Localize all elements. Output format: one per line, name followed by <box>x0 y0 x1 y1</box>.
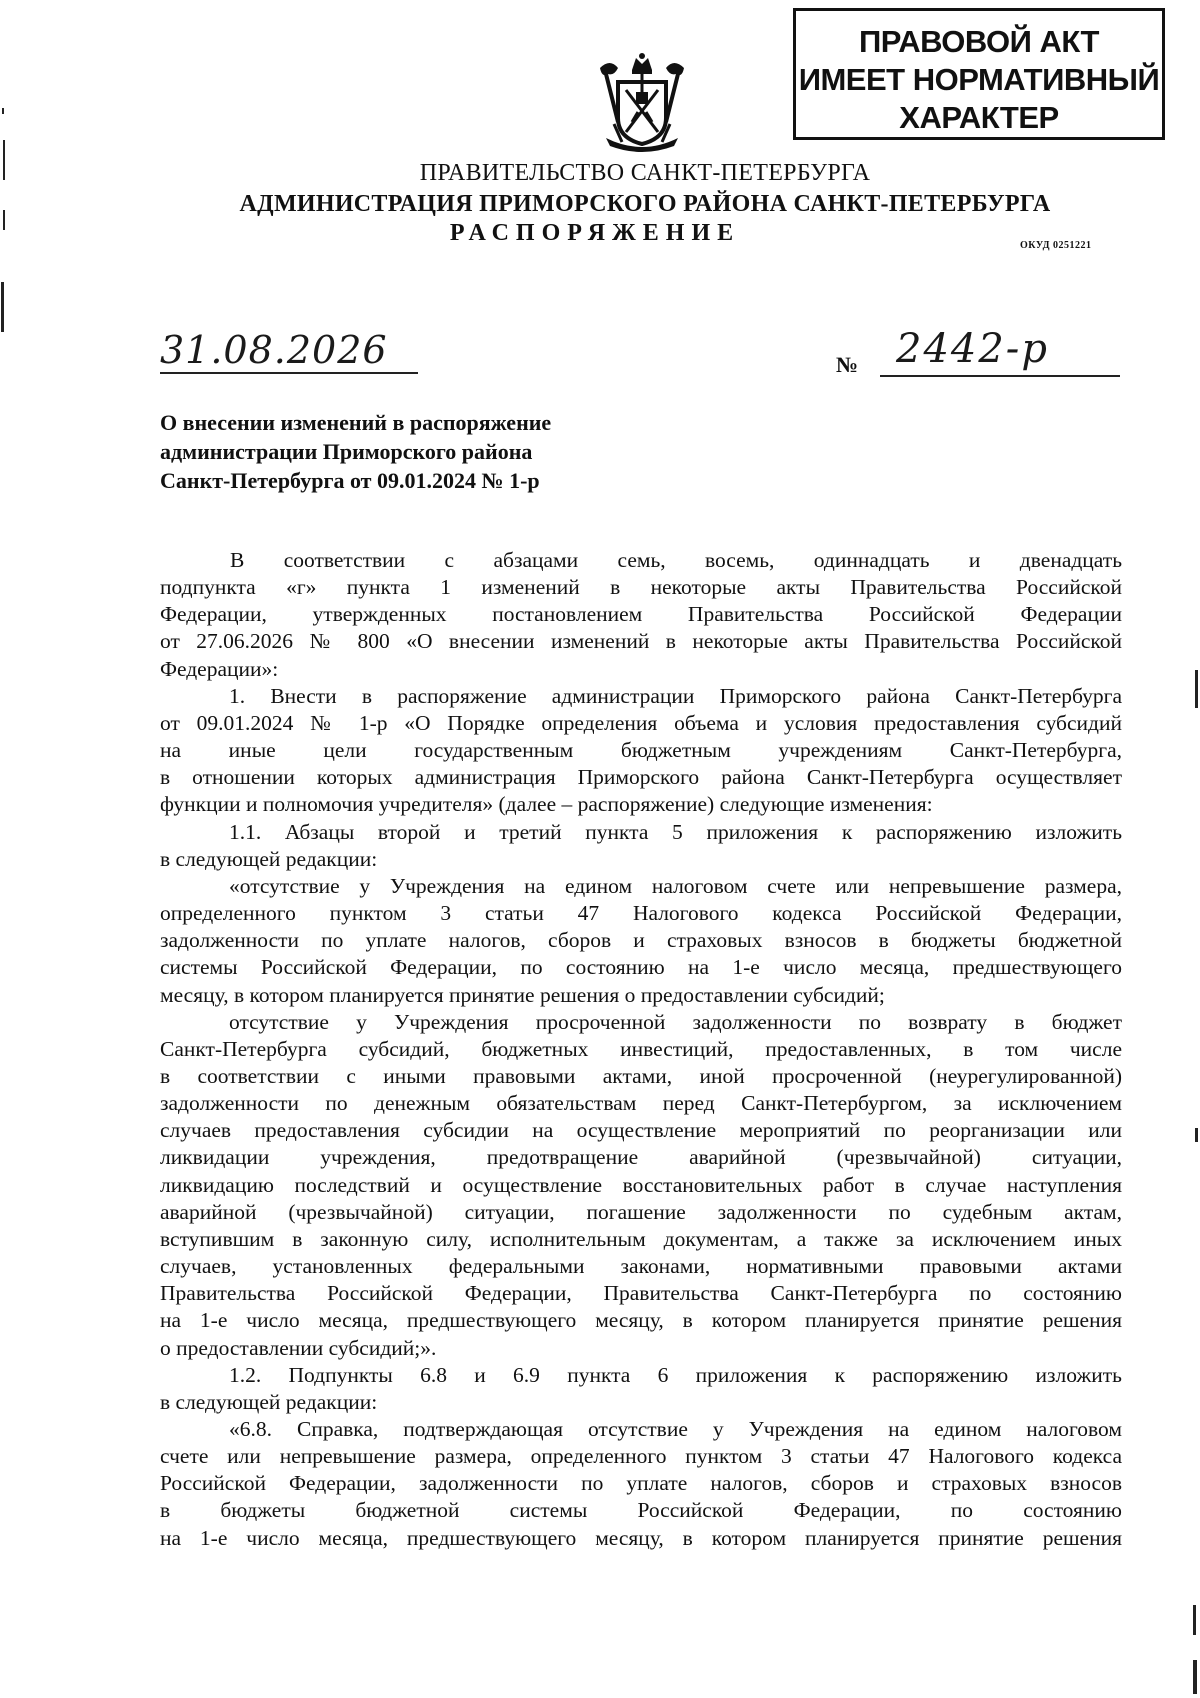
body-line: Санкт-Петербурга субсидий, бюджетных инвестиций, предоставленных, в том числе <box>160 1036 1122 1061</box>
government-title: ПРАВИТЕЛЬСТВО САНКТ-ПЕТЕРБУРГА <box>419 160 871 186</box>
subject-line: Санкт-Петербурга от 09.01.2024 № 1-р <box>160 468 540 493</box>
document-body <box>160 547 1122 1552</box>
number-underline <box>880 375 1120 377</box>
body-line: в бюджеты бюджетной системы Российской Федерации, по состоянию <box>160 1498 1122 1523</box>
body-line: Федерации»: <box>160 656 279 681</box>
body-line: Федерации, утвержденных постановлением Правительства Российской Федерации <box>160 602 1122 627</box>
administration-title: АДМИНИСТРАЦИЯ ПРИМОРСКОГО РАЙОНА САНКТ-ПЕТЕРБУРГА <box>239 191 1051 217</box>
body-line: на 1-е число месяца, предшествующего месяцу, в котором планируется принятие решения <box>160 1308 1122 1333</box>
stamp-line: ХАРАКТЕР <box>899 100 1059 135</box>
body-line: системы Российской Федерации, по состоянию на 1-е число месяца, предшествующего <box>160 955 1122 980</box>
scan-mark <box>2 108 4 114</box>
body-line: функции и полномочия учредителя» (далее – распоряжение) следующие изменения: <box>160 792 933 817</box>
scan-mark <box>1195 1128 1198 1142</box>
body-line: задолженности по денежным обязательствам перед Санкт-Петербургом, за исключением <box>160 1091 1122 1116</box>
date-underline <box>160 372 418 374</box>
stamp-line: ПРАВОВОЙ АКТ <box>859 24 1099 59</box>
body-line: ликвидацию последствий и осуществление восстановительных работ в случае наступления <box>160 1172 1122 1197</box>
body-line: 1.1. Абзацы второй и третий пункта 5 приложения к распоряжению изложить <box>229 819 1122 844</box>
scan-mark <box>1193 1660 1197 1694</box>
body-line: в следующей редакции: <box>160 1389 378 1414</box>
body-line: определенного пунктом 3 статьи 47 Налогового кодекса Российской Федерации, <box>160 901 1122 926</box>
body-line: подпункта «г» пункта 1 изменений в некоторые акты Правительства Российской <box>160 575 1122 600</box>
body-line: месяцу, в котором планируется принятие решения о предоставлении субсидий; <box>160 982 885 1007</box>
body-line: аварийной (чрезвычайной) ситуации, погашение задолженности по судебным актам, <box>160 1199 1122 1224</box>
body-line: случаев, установленных федеральными законами, нормативными правовыми актами <box>160 1254 1122 1279</box>
document-number: 2442-р <box>896 326 1049 372</box>
body-line: от 09.01.2024 № 1-р «О Порядке определения объема и условия предоставления субсидий <box>160 710 1122 735</box>
document-subject <box>160 408 640 495</box>
body-line: Российской Федерации, задолженности по уплате налогов, сборов и страховых взносов <box>160 1471 1122 1496</box>
body-line: В соответствии с абзацами семь, восемь, одиннадцать и двенадцать <box>230 548 1122 572</box>
scan-mark <box>3 210 5 230</box>
stamp-line: ИМЕЕТ НОРМАТИВНЫЙ <box>798 62 1160 97</box>
document-type-title: РАСПОРЯЖЕНИЕ <box>449 220 741 246</box>
normative-act-stamp <box>793 8 1165 140</box>
body-line: Правительства Российской Федерации, Правительства Санкт-Петербурга по состоянию <box>160 1281 1122 1306</box>
body-line: на иные цели государственным бюджетным учреждениям Санкт-Петербурга, <box>160 738 1122 763</box>
body-line: в соответствии с иными правовыми актами, иной просроченной (неурегулированной) <box>160 1063 1122 1088</box>
body-line: вступившим в законную силу, исполнительным документам, а также за исключением иных <box>160 1226 1122 1251</box>
scan-mark <box>1195 670 1198 708</box>
body-line: ликвидации учреждения, предотвращение аварийной (чрезвычайной) ситуации, <box>160 1145 1122 1170</box>
body-line: счете или непревышение размера, определенного пунктом 3 статьи 47 Налогового кодекса <box>160 1444 1122 1469</box>
body-line: 1. Внести в распоряжение администрации Приморского района Санкт-Петербурга <box>229 683 1122 708</box>
body-line: на 1-е число месяца, предшествующего месяцу, в котором планируется принятие решения <box>160 1525 1122 1550</box>
body-line: «6.8. Справка, подтверждающая отсутствие у Учреждения на едином налоговом <box>229 1417 1122 1441</box>
body-line: в следующей редакции: <box>160 846 378 871</box>
scan-mark <box>1 282 4 332</box>
scan-mark <box>3 140 5 180</box>
okud-code: ОКУД 0251221 <box>1020 240 1092 251</box>
subject-line: О внесении изменений в распоряжение <box>160 410 552 435</box>
body-line: отсутствие у Учреждения просроченной задолженности по возврату в бюджет <box>229 1009 1122 1034</box>
subject-line: администрации Приморского района <box>160 439 533 464</box>
body-line: случаев предоставления субсидии на осуществление мероприятий по реорганизации или <box>160 1118 1122 1143</box>
coat-of-arms-icon <box>588 52 696 152</box>
body-line: «отсутствие у Учреждения на едином налоговом счете или непревышение размера, <box>229 873 1122 898</box>
body-line: о предоставлении субсидий;». <box>160 1335 437 1360</box>
body-line: 1.2. Подпункты 6.8 и 6.9 пункта 6 приложения к распоряжению изложить <box>229 1362 1122 1387</box>
body-line: в отношении которых администрация Приморского района Санкт-Петербурга осуществляет <box>160 765 1122 790</box>
number-sign: № <box>836 352 859 377</box>
document-date: 31.08.2026 <box>160 328 388 372</box>
body-line: задолженности по уплате налогов, сборов и страховых взносов в бюджеты бюджетной <box>160 928 1122 953</box>
body-line: от 27.06.2026 № 800 «О внесении изменений в некоторые акты Правительства Российской <box>160 629 1122 654</box>
scan-mark <box>1193 1605 1196 1635</box>
